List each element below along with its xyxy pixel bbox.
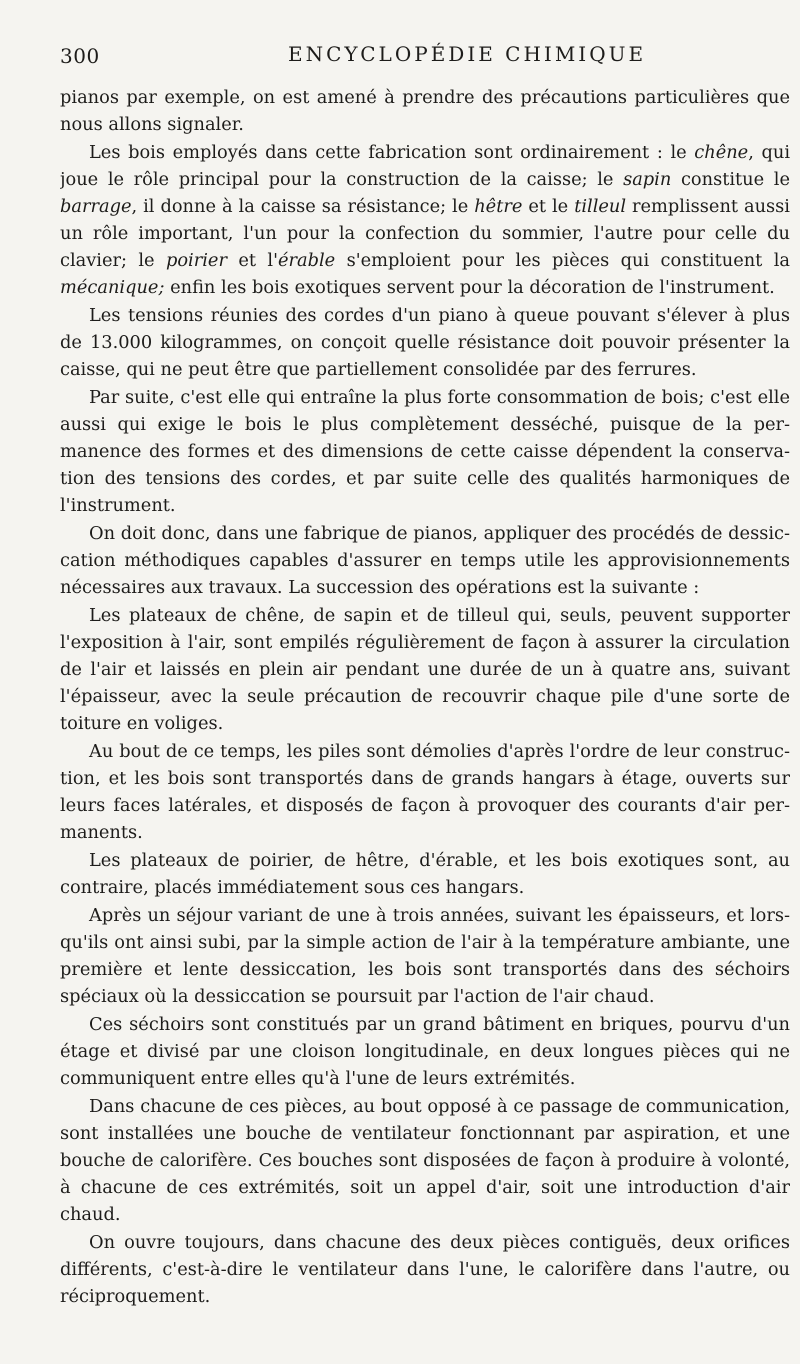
text-run: Par suite, c'est elle qui entraîne la plus forte consommation de bois; c'est elle aussi qui exige le bois le plus complètement desséché, puisque de la permanence des formes et des dimensions de cette caisse dépendent la conservation des tensions des cordes, et par suite celle des qualités harmoniques de l'instrument. [60,387,790,516]
italic-term: sapin [623,169,672,190]
page-number: 300 [60,44,100,68]
text-run: constitue le [671,169,790,190]
italic-term: érable [277,250,336,271]
paragraph [60,847,790,901]
text-run: Au bout de ce temps, les piles sont démolies d'après l'ordre de leur construction, et les bois sont transportés dans de grands hangars à étage, ouverts sur leurs faces latérales, et disposés de façon à provoquer des courants d'air permanents. [60,741,790,843]
text-run: pianos par exemple, on est amené à prendre des précautions particulières que nous allons signaler. [60,87,790,135]
text-run: s'emploient pour les pièces qui constituent la [335,250,790,271]
italic-term: mécanique; [60,277,165,298]
paragraph [60,1229,790,1310]
text-run: remplissent aussi un rôle important, l'un pour la confection du sommier, l'autre pour celle du clavier; le [60,196,790,271]
text-run: Les plateaux de poirier, de hêtre, d'érable, et les bois exotiques sont, au contraire, placés immédiatement sous ces hangars. [60,850,790,898]
text-run: Les plateaux de chêne, de sapin et de tilleul qui, seuls, peuvent supporter l'exposition à l'air, sont empilés régulièrement de façon à assurer la circulation de l'air et laissés en plein air pendant une durée de un à quatre ans, suivant l'épaisseur, avec la seule précaution de recouvrir chaque pile d'une sorte de toiture en voliges. [60,605,790,734]
text-run: Les bois employés dans cette fabrication sont ordinairement : le [89,142,695,163]
text-run: , qui joue le rôle principal pour la construction de la caisse; le [60,142,790,190]
text-run: enfin les bois exotiques servent pour la décoration de l'instrument. [164,277,775,298]
text-run: et le [522,196,575,217]
paragraph [60,738,790,846]
text-run: Dans chacune de ces pièces, au bout opposé à ce passage de communication, sont installées une bouche de ventilateur fonctionnant par aspiration, et une bouche de calorifère. Ces bouches sont disposées de façon à produire à volonté, à chacune de ces extrémités, soit un appel d'air, soit une introduction d'air chaud. [60,1096,790,1225]
paragraph [60,602,790,737]
paragraph [60,902,790,1010]
paragraph [60,302,790,383]
italic-term: tilleul [574,196,627,217]
text-run: Après un séjour variant de une à trois années, suivant les épaisseurs, et lorsqu'ils ont ainsi subi, par la simple action de l'air à la température ambiante, une première et lente dessiccation, les bois sont transportés dans des séchoirs spéciaux où la dessiccation se poursuit par l'action de l'air chaud. [60,905,790,1007]
text-run: On ouvre toujours, dans chacune des deux pièces contiguës, deux orifices différents, c'est-à-dire le ventilateur dans l'une, le calorifère dans l'autre, ou réciproquement. [60,1232,790,1307]
paragraph [60,1093,790,1228]
running-title: ENCYCLOPÉDIE CHIMIQUE [288,42,647,66]
text-run: , il donne à la caisse sa résistance; le [131,196,475,217]
paragraph [60,384,790,519]
paragraph [60,139,790,301]
paragraph [60,520,790,601]
text-run: On doit donc, dans une fabrique de pianos, appliquer des procédés de dessiccation méthodiques capables d'assurer en temps utile les approvisionnements nécessaires aux travaux. La succession des opérations est la suivante : [60,523,790,598]
italic-term: poirier [165,250,227,271]
italic-term: hêtre [474,196,523,217]
paragraph [60,1011,790,1092]
text-run: et l' [226,250,278,271]
paragraph [60,84,790,138]
body-text [60,84,790,1324]
text-run: Les tensions réunies des cordes d'un piano à queue pouvant s'élever à plus de 13.000 kilogrammes, on conçoit quelle résistance doit pouvoir présenter la caisse, qui ne peut être que partiellement consolidée par des ferrures. [60,305,790,380]
italic-term: chêne [694,142,749,163]
italic-term: barrage [60,196,132,217]
text-run: Ces séchoirs sont constitués par un grand bâtiment en briques, pourvu d'un étage et divisé par une cloison longitudinale, en deux longues pièces qui ne communiquent entre elles qu'à l'une de leurs extrémités. [60,1014,790,1089]
running-head [60,40,790,74]
